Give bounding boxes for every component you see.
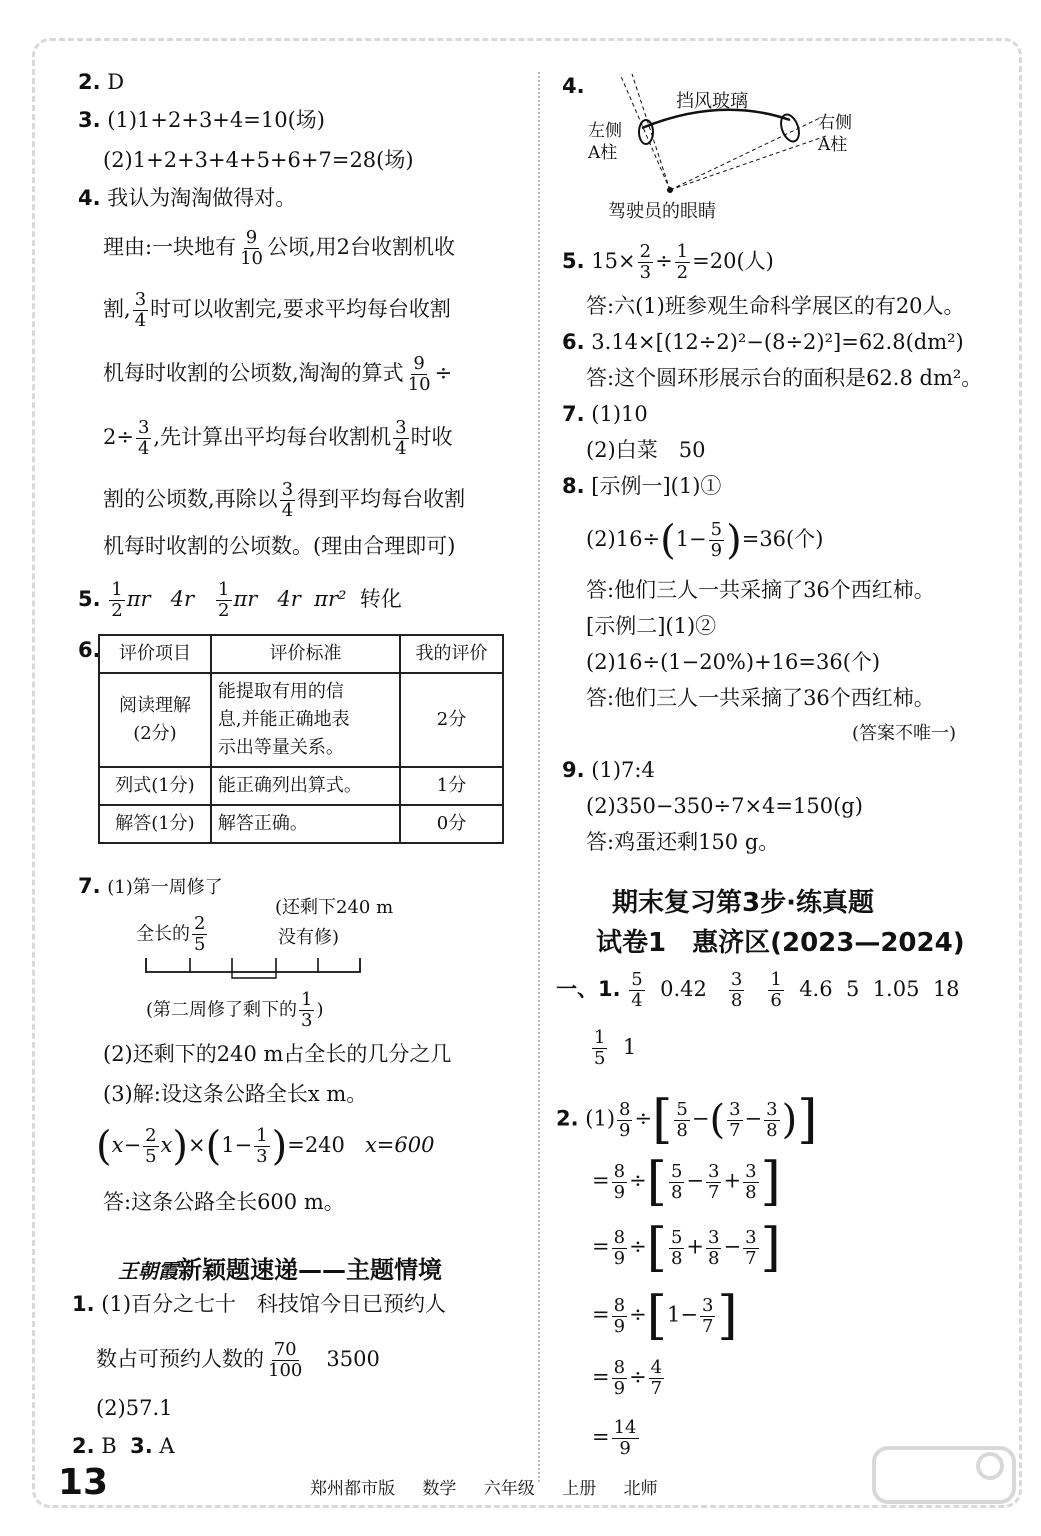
answer-4-line2: 理由:一块地有 $\frac{9}{10}$ 公顷,用2台收割机收: [103, 227, 456, 269]
right-answer-9-line2: (2)350−350÷7×4=150(g): [586, 794, 863, 818]
right-answer-9-conclusion: 答:鸡蛋还剩150 g。: [586, 830, 780, 854]
table-row: [99, 673, 503, 767]
answer-7-line1: 7. (1)第一周修了: [78, 874, 223, 898]
label-left-a-pillar: 左侧 A柱: [588, 121, 622, 163]
right-answer-6-conclusion: 答:这个圆环形展示台的面积是62.8 dm²。: [586, 366, 983, 390]
right-answer-8-line1: 8. [示例一](1)①: [562, 474, 722, 498]
table-header-row: [99, 635, 503, 673]
table-cell: 2分: [400, 673, 503, 767]
header-cell: 评价项目: [99, 635, 211, 673]
part1-answers-line2: $\frac{1}{5}$ 1: [594, 1027, 637, 1069]
answer-3-line2: (2)1+2+3+4+5+6+7=28(场): [103, 148, 414, 172]
right-answer-8-line2: (2)16÷(1− $\frac{5}{9}$ )=36(个): [586, 517, 824, 564]
segment-note-second-week: (第二周修了剩下的 $\frac{1}{3}$ ): [146, 989, 324, 1031]
right-answer-7-line1: 7. (1)10: [562, 402, 648, 426]
table-cell: 能提取有用的信 息,并能正确地表 示出等量关系。: [211, 673, 400, 767]
table-cell: 列式(1分): [99, 767, 211, 805]
table-cell: 1分: [400, 767, 503, 805]
right-answer-9-line1: 9. (1)7:4: [562, 758, 655, 782]
right-answer-4-number: 4.: [562, 74, 585, 98]
right-answer-8-conclusion2: 答:他们三人一共采摘了36个西红柿。: [586, 686, 935, 710]
header-cell: 我的评价: [400, 635, 503, 673]
column-divider: [538, 72, 540, 1482]
watermark-logo: [870, 1440, 1020, 1510]
answer-4-line6: 割的公顷数,再除以 $\frac{3}{4}$ 得到平均每台收割: [103, 479, 466, 521]
calc-step-6: = $\frac{14}{9}$: [592, 1417, 637, 1459]
table-row: [99, 805, 503, 843]
new-question-1-line2: 数占可预约人数的 $\frac{70}{100}$ 3500: [96, 1339, 380, 1381]
table-cell: 能正确列出算式。: [211, 767, 400, 805]
answer-4-line4: 机每时收割的公顷数,淘淘的算式 $\frac{9}{10}$ ÷: [103, 353, 453, 395]
calc-step-4: = $\frac{8}{9}$ ÷[1− $\frac{3}{7}$ ]: [592, 1286, 738, 1346]
answer-4-line7: 机每时收割的公顷数。(理由合理即可): [103, 534, 456, 558]
table-cell: 解答正确。: [211, 805, 400, 843]
segment-diagram: [140, 950, 370, 980]
new-question-1-line3: (2)57.1: [96, 1396, 173, 1420]
heading-review-step: 期末复习第3步·练真题: [612, 888, 874, 918]
answer-2: 2. D: [78, 70, 125, 94]
right-answer-5: 5. 15× $\frac{2}{3}$ ÷ $\frac{1}{2}$ =20(人): [562, 241, 774, 283]
new-question-1-line1: 1. (1)百分之七十 科技馆今日已预约人: [72, 1292, 447, 1316]
answer-3-line1: 3. (1)1+2+3+4=10(场): [78, 108, 325, 132]
answer-7-equation: (x− $\frac{2}{5}$ x)×(1− $\frac{1}{3}$ )=240 x=600: [96, 1123, 435, 1170]
calc-step-5: = $\frac{8}{9}$ ÷ $\frac{4}{7}$: [592, 1357, 663, 1399]
right-answer-5-conclusion: 答:六(1)班参观生命科学展区的有20人。: [586, 294, 965, 318]
answer-7-line3: (3)解:设这条公路全长x m。: [103, 1082, 368, 1106]
header-cell: 评价标准: [211, 635, 400, 673]
right-answer-8-line4: (2)16÷(1−20%)+16=36(个): [586, 650, 881, 674]
answer-4-line1: 4. 我认为淘淘做得对。: [78, 186, 297, 210]
right-answer-8-conclusion1: 答:他们三人一共采摘了36个西红柿。: [586, 578, 935, 602]
footer-edition: 郑州都市版 数学 六年级 上册 北师: [310, 1479, 658, 1499]
answer-5: 5. $\frac{1}{2}$ πr 4r $\frac{1}{2}$ πr 4r πr² 转化: [78, 579, 402, 621]
right-answer-7-line2: (2)白菜 50: [586, 438, 706, 462]
heading-test-paper: 试卷1 惠济区(2023—2024): [596, 928, 965, 958]
calc-step-3: = $\frac{8}{9}$ ÷[ $\frac{5}{8}$ + $\frac{3}{8}$ − $\frac{3}{7}$ ]: [592, 1218, 781, 1278]
calc-step-1: 2. (1) $\frac{8}{9}$ ÷[ $\frac{5}{8}$ −( $\frac{3}{7}$ − $\frac{3}{8}$ )]: [556, 1090, 818, 1150]
table-row: [99, 767, 503, 805]
answer-4-line3: 割, $\frac{3}{4}$ 时可以收割完,要求平均每台收割: [103, 289, 451, 331]
segment-note-unrepaired: 没有修): [278, 927, 340, 948]
new-question-2-3: 2. B 3. A: [72, 1434, 175, 1458]
answer-7-conclusion: 答:这条公路全长600 m。: [103, 1190, 345, 1214]
segment-label-first-week: 全长的 $\frac{2}{5}$: [136, 913, 206, 955]
section-heading: 王朝霞新颖题速递——主题情境: [118, 1256, 442, 1284]
label-windshield: 挡风玻璃: [676, 91, 748, 112]
answer-4-line5: 2÷ $\frac{3}{4}$ ,先计算出平均每台收割机 $\frac{3}{4}$ 时收: [103, 417, 453, 459]
right-answer-8-note: (答案不唯一): [852, 723, 957, 744]
table-cell: 阅读理解 (2分): [99, 673, 211, 767]
segment-note-remaining: (还剩下240 m: [275, 897, 394, 918]
part1-answers-line1: 一、1. $\frac{5}{4}$ 0.42 $\frac{3}{8}$ $\frac{1}{6}$ 4.6 5 1.05 18: [556, 969, 960, 1011]
label-right-a-pillar: 右侧 A柱: [818, 113, 852, 155]
calc-step-2: = $\frac{8}{9}$ ÷[ $\frac{5}{8}$ − $\frac{3}{7}$ + $\frac{3}{8}$ ]: [592, 1152, 781, 1212]
answer-7-line2: (2)还剩下的240 m占全长的几分之几: [103, 1042, 452, 1066]
page-number: 13: [58, 1462, 109, 1503]
evaluation-table: [98, 634, 504, 844]
right-answer-8-example2: [示例二](1)②: [586, 614, 717, 638]
table-cell: 解答(1分): [99, 805, 211, 843]
table-cell: 0分: [400, 805, 503, 843]
label-driver-eyes: 驾驶员的眼睛: [608, 201, 716, 222]
answer-6-number: 6.: [78, 638, 101, 662]
right-answer-6: 6. 3.14×[(12÷2)²−(8÷2)²]=62.8(dm²): [562, 330, 964, 354]
